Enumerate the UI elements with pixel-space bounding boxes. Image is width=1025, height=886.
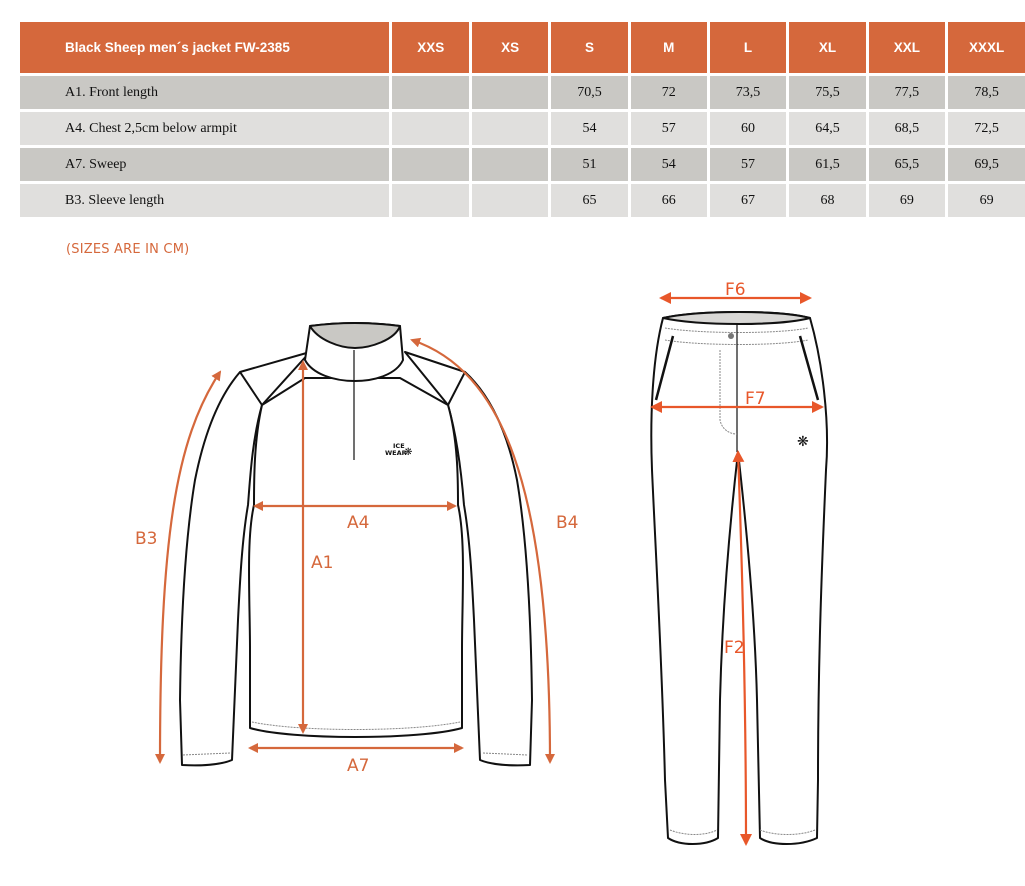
f7-label: F7 bbox=[745, 389, 766, 409]
snowflake-icon: ❋ bbox=[404, 447, 413, 458]
row-label: B3. Sleeve length bbox=[20, 184, 389, 217]
a7-label: A7 bbox=[347, 756, 370, 776]
table-title: Black Sheep men´s jacket FW-2385 bbox=[20, 22, 389, 73]
cell-value: 69 bbox=[948, 184, 1025, 217]
cell-value: 73,5 bbox=[710, 76, 786, 109]
cell-value: 54 bbox=[631, 148, 707, 181]
cell-value: 67 bbox=[710, 184, 786, 217]
cell-value: 68 bbox=[789, 184, 865, 217]
snowflake-icon: ❋ bbox=[797, 434, 809, 450]
cell-value: 66 bbox=[631, 184, 707, 217]
cell-value: 65 bbox=[551, 184, 627, 217]
size-header-xxl: XXL bbox=[869, 22, 945, 73]
size-header-xl: XL bbox=[789, 22, 865, 73]
size-header-l: L bbox=[710, 22, 786, 73]
size-header-m: M bbox=[631, 22, 707, 73]
svg-text:WEAR: WEAR bbox=[385, 449, 407, 457]
f2-label: F2 bbox=[724, 638, 745, 658]
row-label: A7. Sweep bbox=[20, 148, 389, 181]
cell-value: 51 bbox=[551, 148, 627, 181]
cell-value: 57 bbox=[631, 112, 707, 145]
svg-text:ICE: ICE bbox=[393, 442, 405, 450]
a1-label: A1 bbox=[311, 553, 334, 573]
size-header-xxxl: XXXL bbox=[948, 22, 1025, 73]
b3-label: B3 bbox=[135, 529, 158, 549]
cell-value: 72 bbox=[631, 76, 707, 109]
cell-value: 65,5 bbox=[869, 148, 945, 181]
f6-label: F6 bbox=[725, 280, 746, 300]
row-label: A4. Chest 2,5cm below armpit bbox=[20, 112, 389, 145]
b4-label: B4 bbox=[556, 513, 579, 533]
cell-value: 64,5 bbox=[789, 112, 865, 145]
size-header-xxs: XXS bbox=[392, 22, 469, 73]
cell-value: 75,5 bbox=[789, 76, 865, 109]
cell-value: 61,5 bbox=[789, 148, 865, 181]
size-header-xs: XS bbox=[472, 22, 548, 73]
a4-label: A4 bbox=[347, 513, 370, 533]
cell-value: 68,5 bbox=[869, 112, 945, 145]
row-label: A1. Front length bbox=[20, 76, 389, 109]
cell-value: 77,5 bbox=[869, 76, 945, 109]
size-header-s: S bbox=[551, 22, 627, 73]
cell-value: 69,5 bbox=[948, 148, 1025, 181]
cell-value: 70,5 bbox=[551, 76, 627, 109]
pants-drawing bbox=[651, 312, 827, 844]
cell-value: 54 bbox=[551, 112, 627, 145]
cell-value: 78,5 bbox=[948, 76, 1025, 109]
cell-value: 57 bbox=[710, 148, 786, 181]
units-note: (SIZES ARE IN CM) bbox=[66, 242, 190, 257]
cell-value: 60 bbox=[710, 112, 786, 145]
cell-value: 69 bbox=[869, 184, 945, 217]
cell-value: 72,5 bbox=[948, 112, 1025, 145]
